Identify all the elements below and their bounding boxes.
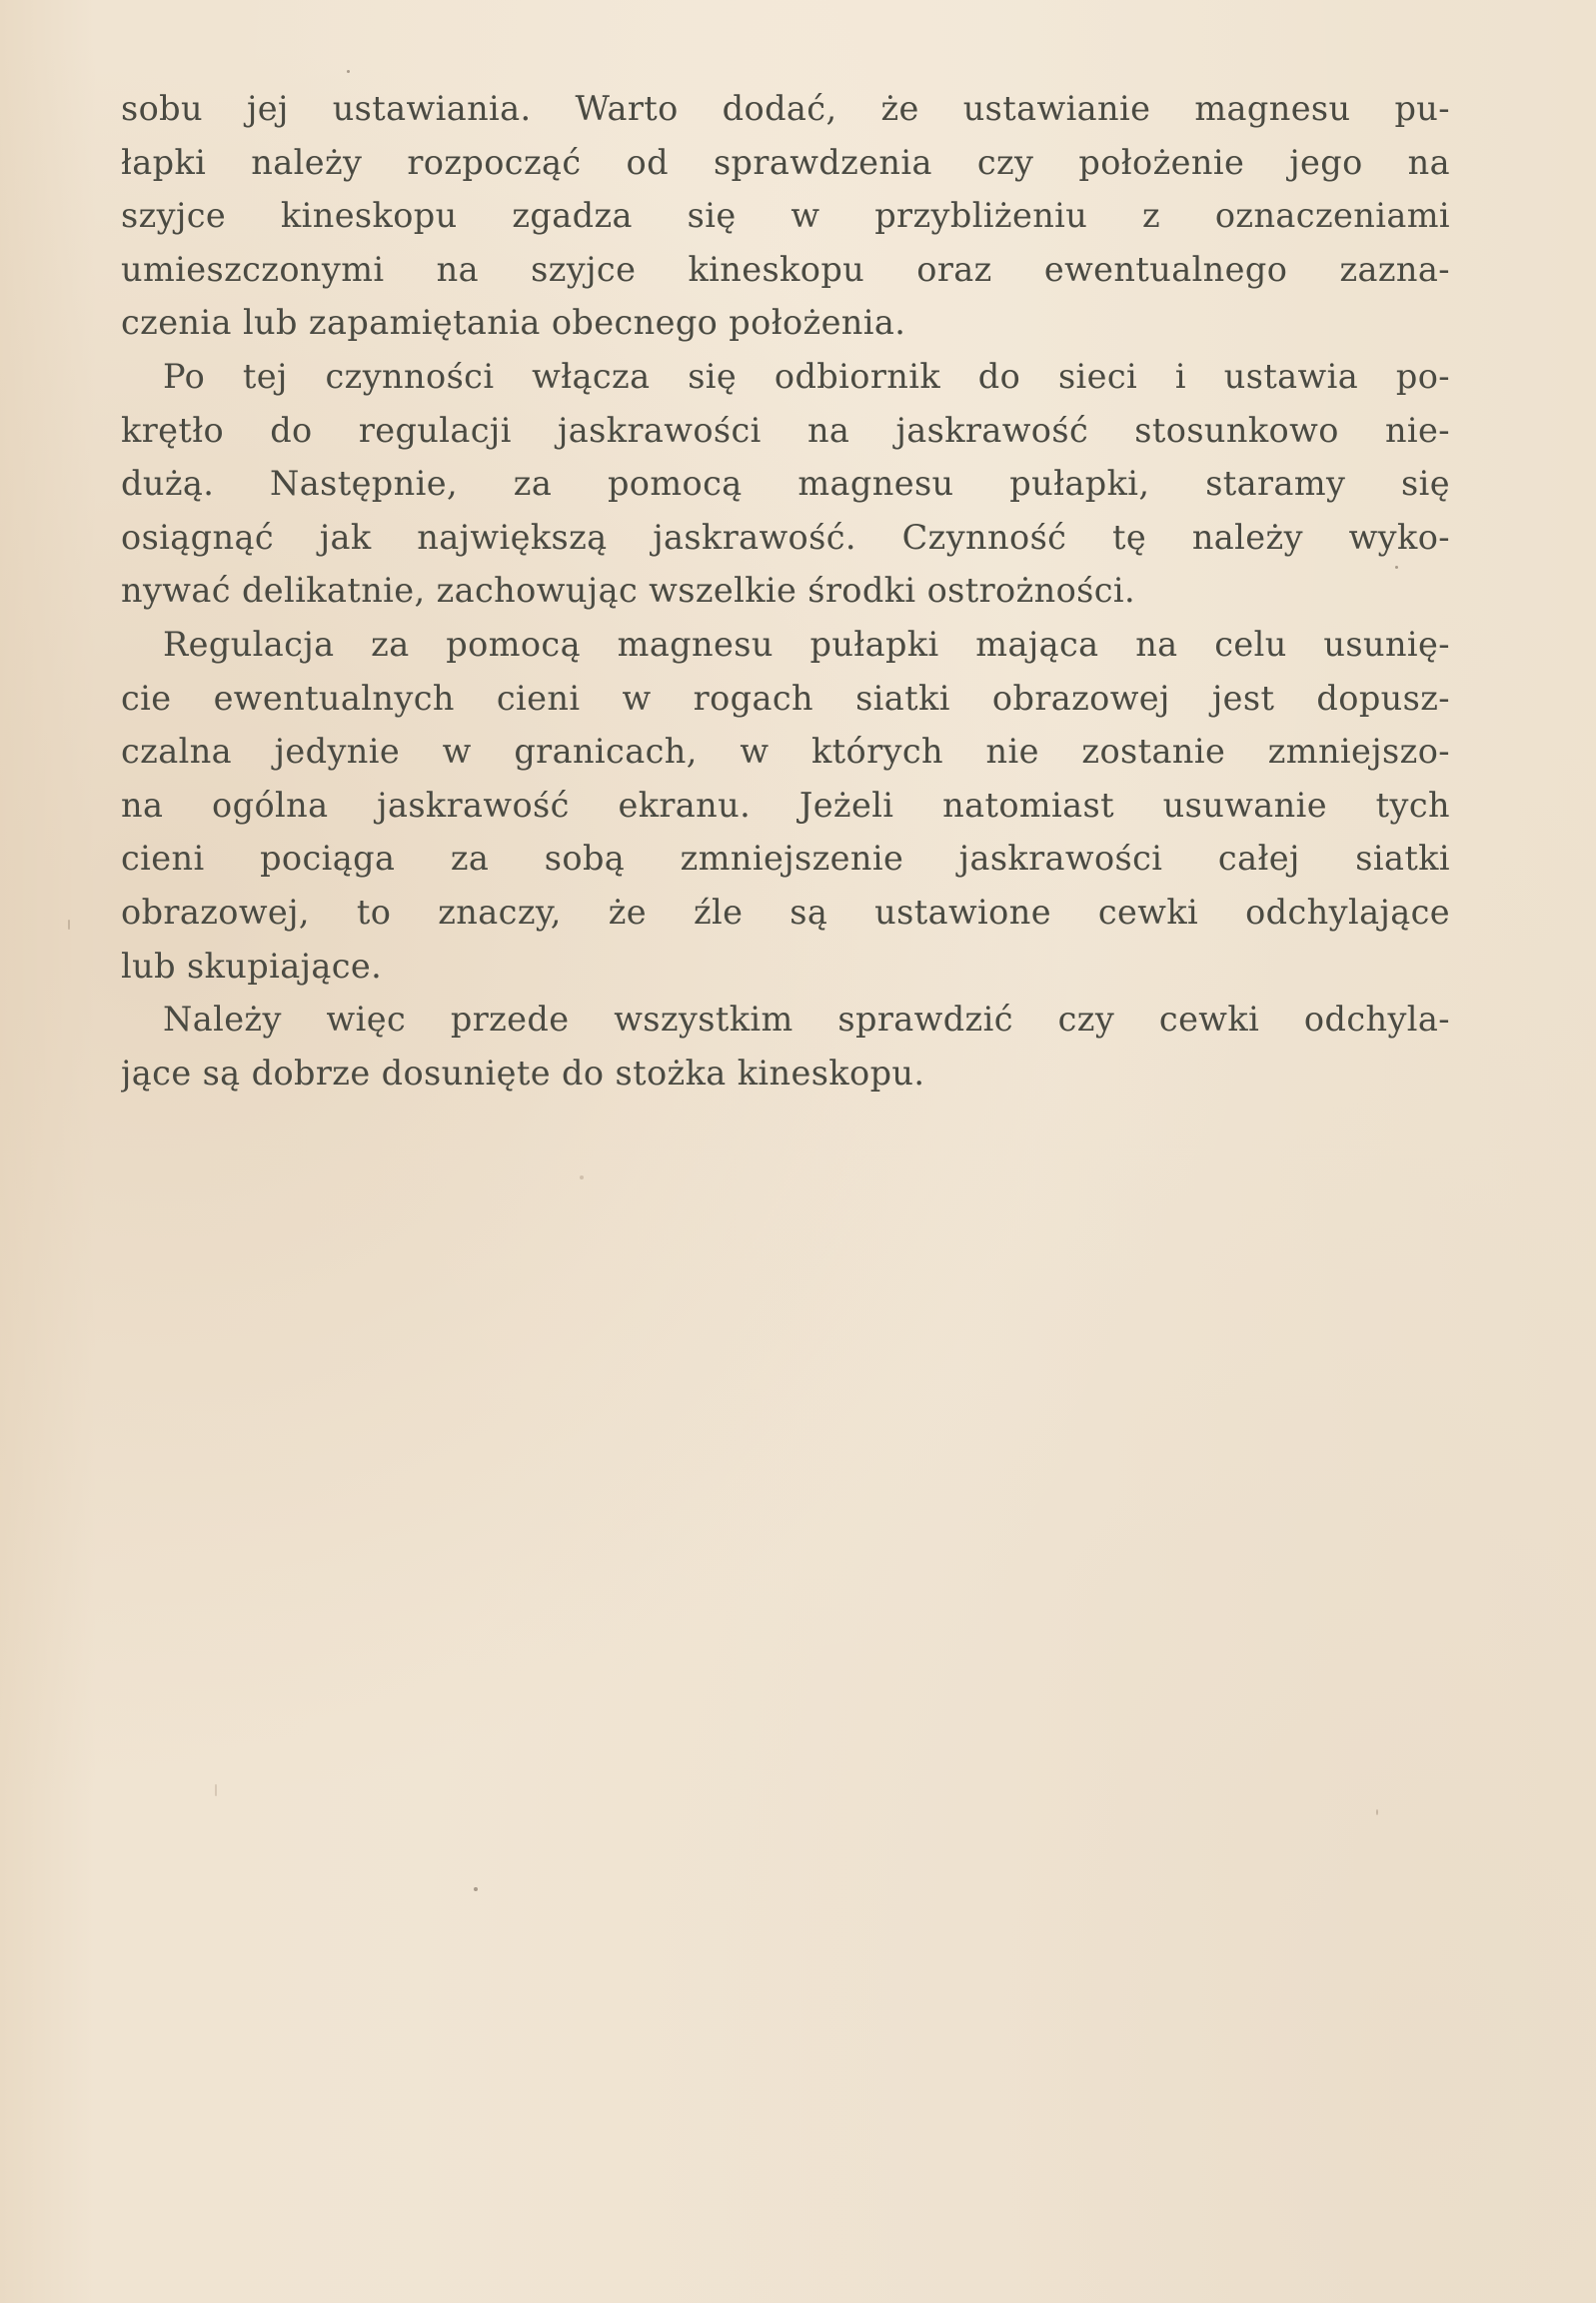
- text-line: Regulacja za pomocą magnesu pułapki mająca na celu usunię-: [163, 624, 1450, 664]
- text-line: czenia lub zapamiętania obecnego położenia.: [121, 303, 906, 343]
- paragraph-3: [121, 618, 1450, 993]
- paragraph-1: [121, 82, 1450, 350]
- paper-speck: [68, 920, 70, 930]
- paragraph-4: [121, 993, 1450, 1100]
- text-line: czalna jedynie w granicach, w których nie zostanie zmniejszo-: [121, 732, 1450, 772]
- text-line: umieszczonymi na szyjce kineskopu oraz ewentualnego zazna-: [121, 249, 1450, 289]
- paper-speck: [1395, 566, 1398, 569]
- paper-speck: [474, 1887, 478, 1891]
- paragraph-2: [121, 350, 1450, 618]
- text-line: Należy więc przede wszystkim sprawdzić czy cewki odchyla-: [163, 1000, 1450, 1040]
- text-line: cie ewentualnych cieni w rogach siatki obrazowej jest dopusz-: [121, 678, 1450, 718]
- text-line: lub skupiające.: [121, 946, 383, 986]
- paper-speck: [215, 1784, 217, 1796]
- text-line: obrazowej, to znaczy, że źle są ustawione cewki odchylające: [121, 892, 1450, 932]
- text-line: jące są dobrze dosunięte do stożka kineskopu.: [121, 1053, 925, 1093]
- text-line: cieni pociąga za sobą zmniejszenie jaskrawości całej siatki: [121, 839, 1450, 879]
- text-line: dużą. Następnie, za pomocą magnesu pułapki, staramy się: [121, 464, 1450, 504]
- paper-speck: [347, 70, 350, 73]
- text-line: łapki należy rozpocząć od sprawdzenia czy położenie jego na: [121, 142, 1450, 182]
- text-line: na ogólna jaskrawość ekranu. Jeżeli natomiast usuwanie tych: [121, 785, 1450, 825]
- body-text: [121, 82, 1450, 1100]
- text-line: osiągnąć jak największą jaskrawość. Czynność tę należy wyko-: [121, 517, 1450, 557]
- paper-speck: [1376, 1809, 1378, 1815]
- text-line: sobu jej ustawiania. Warto dodać, że ustawianie magnesu pu-: [121, 89, 1450, 128]
- paper-speck: [580, 1175, 584, 1179]
- text-line: szyjce kineskopu zgadza się w przybliżeniu z oznaczeniami: [121, 196, 1450, 236]
- text-line: Po tej czynności włącza się odbiornik do sieci i ustawia po-: [163, 356, 1450, 396]
- text-line: krętło do regulacji jaskrawości na jaskrawość stosunkowo nie-: [121, 410, 1450, 450]
- text-line: nywać delikatnie, zachowując wszelkie środki ostrożności.: [121, 571, 1136, 611]
